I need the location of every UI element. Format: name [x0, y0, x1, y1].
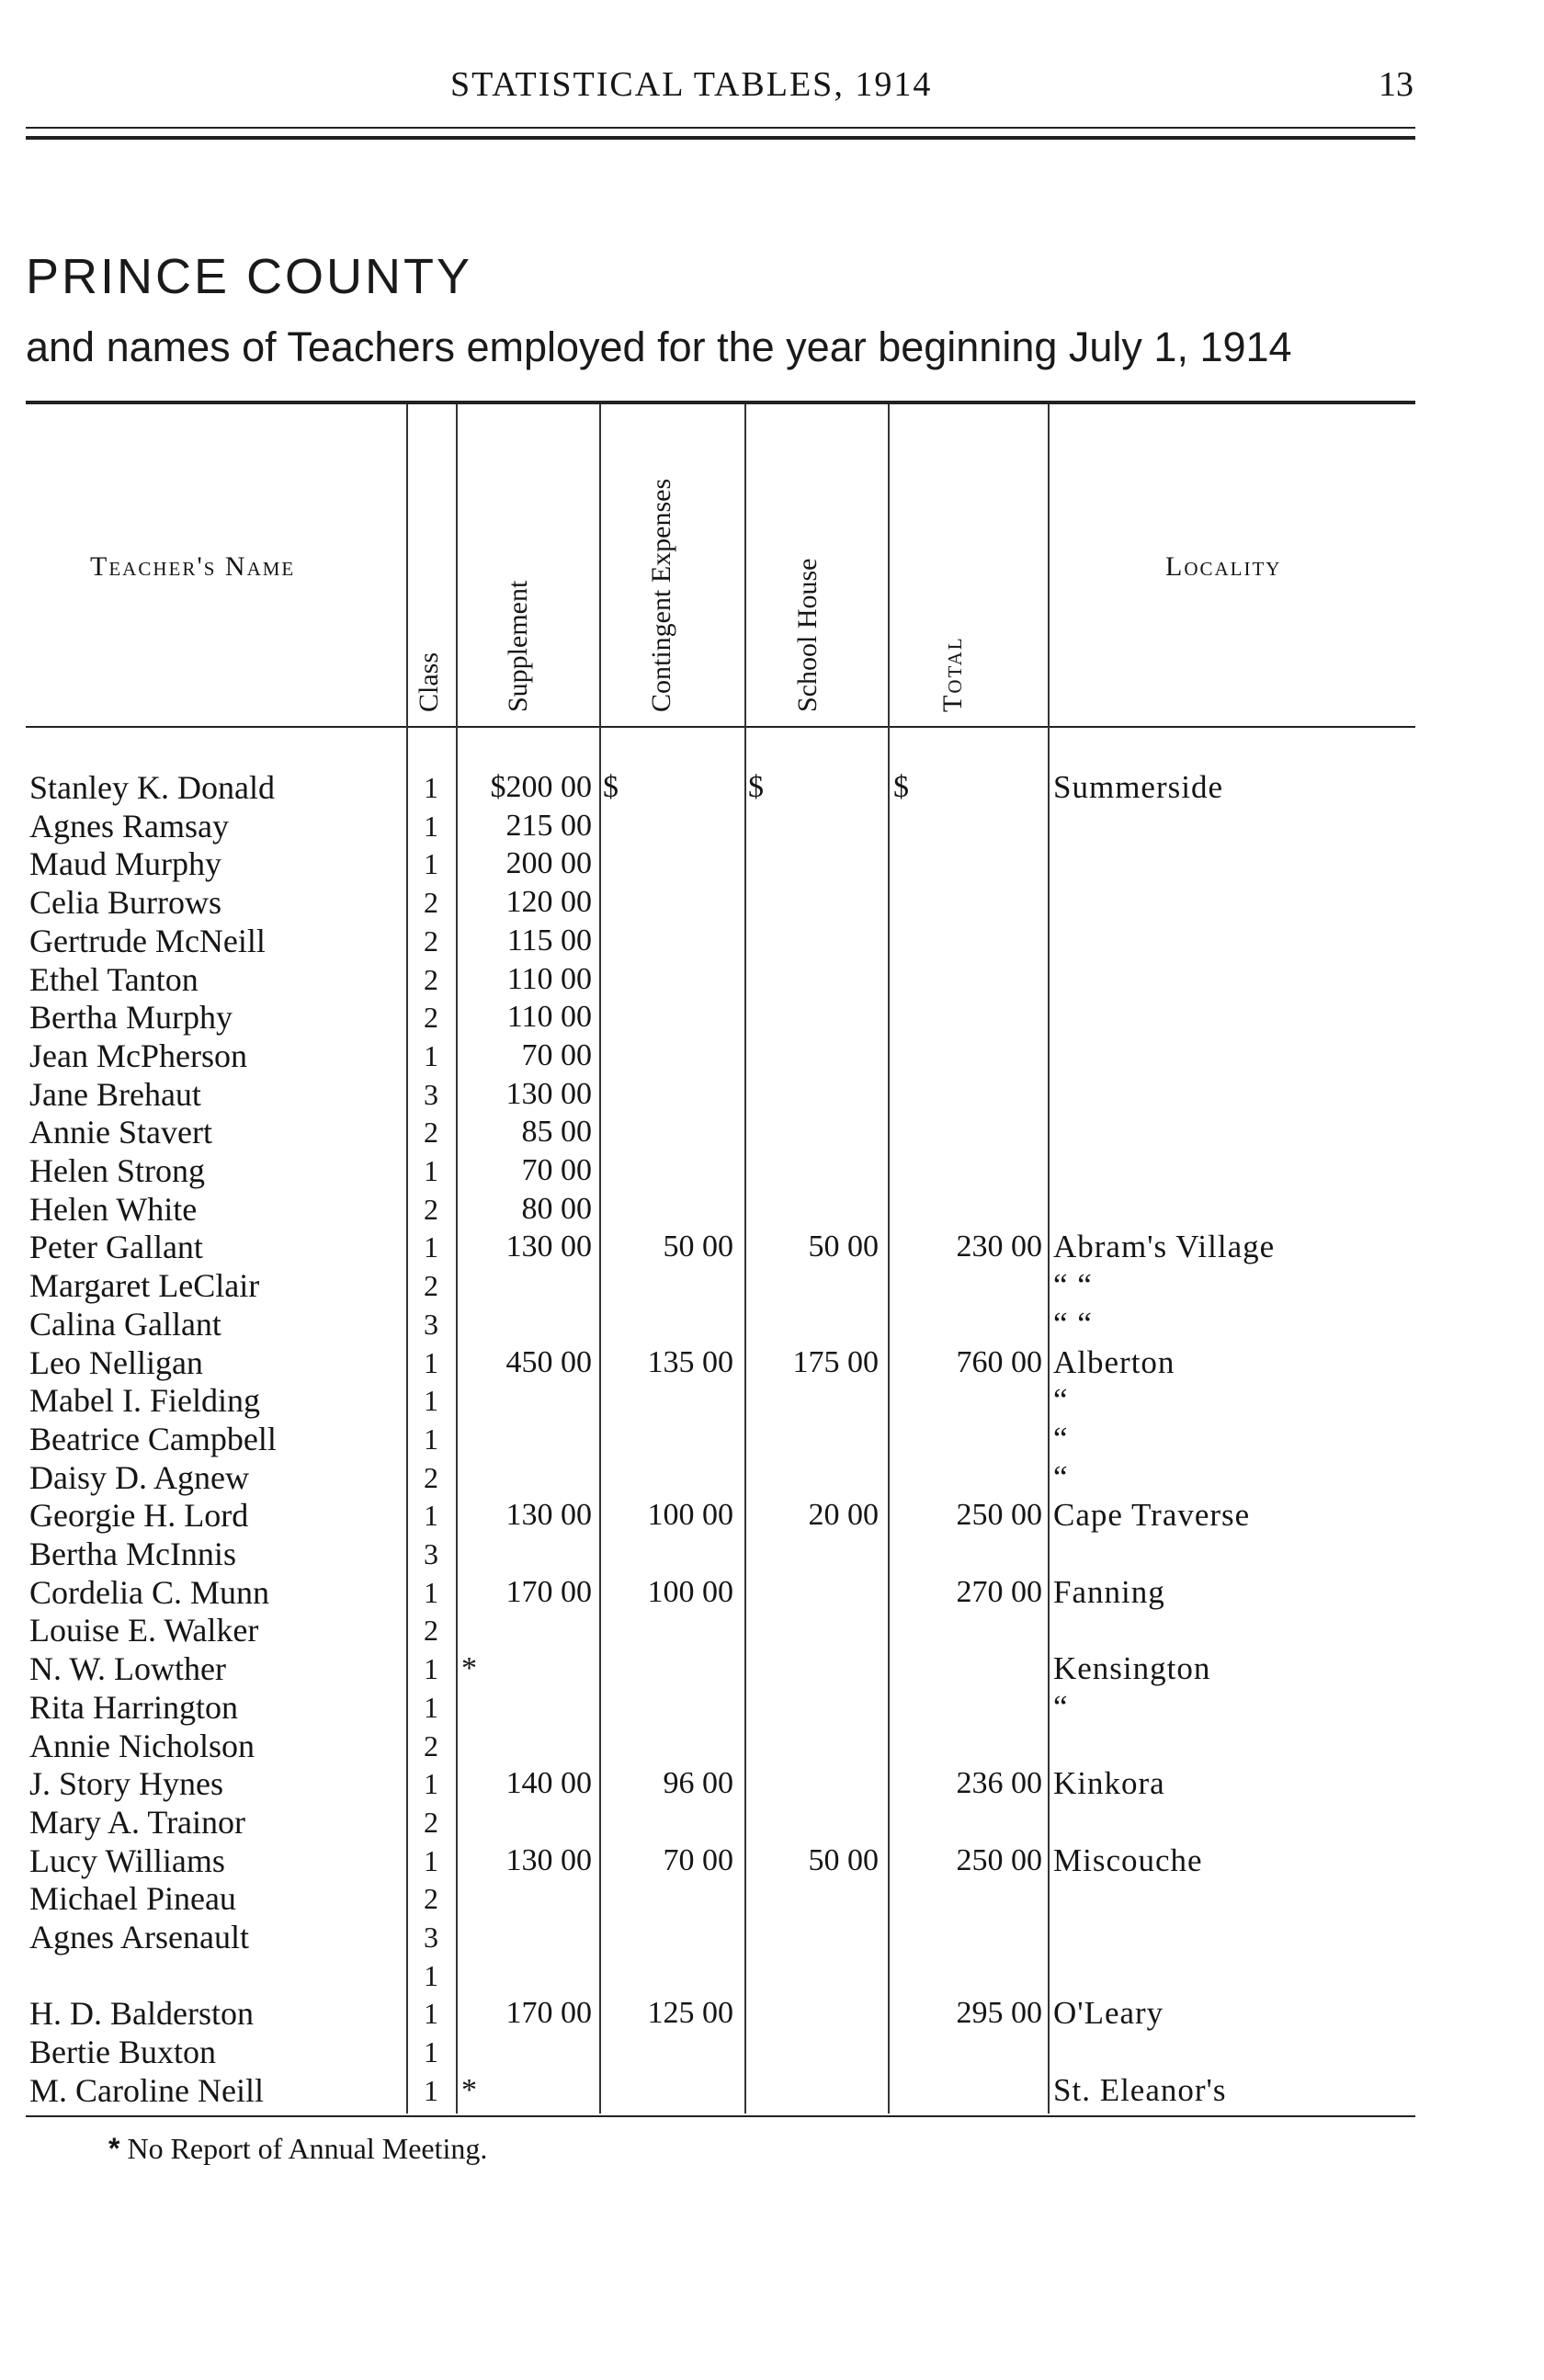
total-cell: 236 00 — [956, 1766, 1042, 1801]
teacher-name-cell: Helen Strong — [29, 1152, 205, 1189]
footnote-text: No Report of Annual Meeting. — [127, 2132, 488, 2165]
class-cell: 2 — [424, 924, 438, 958]
supplement-cell: 170 00 — [505, 1996, 592, 2031]
class-cell: 1 — [424, 1345, 438, 1379]
class-cell: 3 — [424, 1077, 438, 1111]
header-rule — [26, 127, 1415, 129]
table-top-rule — [26, 401, 1415, 404]
teacher-name-cell: Celia Burrows — [29, 884, 221, 922]
class-cell: 2 — [424, 886, 438, 920]
locality-cell: Cape Traverse — [1053, 1497, 1251, 1534]
table-row — [0, 1611, 1544, 1649]
class-cell: 2 — [424, 1728, 438, 1762]
total-cell: 295 00 — [956, 1996, 1042, 2031]
table-row — [0, 2071, 1544, 2110]
table-row — [0, 807, 1544, 845]
total-cell: 250 00 — [956, 1842, 1042, 1877]
teacher-name-cell: Bertha McInnis — [29, 1536, 236, 1572]
table-row — [0, 1266, 1544, 1305]
column-header-supplement: Supplement — [503, 580, 533, 712]
class-cell: 2 — [424, 1805, 438, 1839]
contingent-expenses-cell: 100 00 — [647, 1498, 733, 1533]
class-cell: 1 — [424, 1422, 438, 1456]
supplement-cell: 140 00 — [505, 1766, 592, 1801]
supplement-cell: 170 00 — [505, 1574, 592, 1609]
class-cell: 1 — [424, 1843, 438, 1877]
locality-cell: “ — [1053, 1688, 1069, 1725]
column-header-total: Total — [937, 636, 968, 712]
table-row — [0, 1918, 1544, 1956]
column-header-contingent-expenses: Contingent Expenses — [646, 478, 676, 712]
teacher-name-cell: Peter Gallant — [29, 1229, 203, 1266]
table-row — [0, 960, 1544, 999]
class-cell: 2 — [424, 962, 438, 996]
teacher-name-cell: H. D. Balderston — [29, 1995, 254, 2033]
table-row — [0, 1956, 1544, 1995]
table-row — [0, 1879, 1544, 1918]
page-title: PRINCE COUNTY — [26, 249, 473, 304]
locality-cell: Alberton — [1053, 1343, 1175, 1380]
locality-cell: “ — [1053, 1382, 1069, 1419]
locality-cell: “ “ — [1053, 1267, 1093, 1304]
total-cell: 270 00 — [956, 1574, 1042, 1609]
supplement-cell: 130 00 — [505, 1842, 592, 1877]
teacher-name-cell: Bertha Murphy — [29, 999, 233, 1037]
table-row — [0, 1075, 1544, 1114]
teacher-name-cell: Mary A. Trainor — [29, 1803, 246, 1841]
class-cell: 2 — [424, 1269, 438, 1303]
class-cell: 1 — [424, 1038, 438, 1072]
table-row — [0, 1535, 1544, 1573]
supplement-cell: $200 00 — [490, 770, 592, 804]
total-cell: 760 00 — [956, 1344, 1042, 1379]
teacher-name-cell: Cordelia C. Munn — [29, 1573, 269, 1611]
school-house-cell: 20 00 — [808, 1498, 879, 1533]
supplement-cell: 70 00 — [521, 1037, 592, 1072]
teacher-name-cell: Stanley K. Donald — [29, 769, 275, 806]
teacher-name-cell: Calina Gallant — [29, 1305, 221, 1343]
table-row — [0, 1994, 1544, 2033]
total-cell: 250 00 — [956, 1498, 1042, 1533]
supplement-cell: 200 00 — [505, 846, 592, 881]
school-house-cell: 175 00 — [792, 1344, 879, 1379]
contingent-expenses-cell: 50 00 — [663, 1230, 733, 1264]
teacher-name-cell: Agnes Arsenault — [29, 1919, 249, 1955]
header-bottom-rule — [26, 726, 1415, 728]
locality-cell: O'Leary — [1053, 1995, 1164, 2032]
table-row — [0, 1420, 1544, 1458]
page-subtitle: and names of Teachers employed for the year beginning July 1, 1914 — [26, 323, 1292, 370]
class-cell: 1 — [424, 1154, 438, 1187]
supplement-cell: 80 00 — [521, 1191, 592, 1226]
table-row — [0, 1151, 1544, 1190]
table-row — [0, 1649, 1544, 1688]
table-row — [0, 1381, 1544, 1420]
table-row — [0, 1458, 1544, 1497]
class-cell: 2 — [424, 1192, 438, 1226]
locality-cell: Abram's Village — [1053, 1229, 1276, 1265]
table-row — [0, 844, 1544, 883]
teacher-name-cell: Helen White — [29, 1190, 198, 1228]
class-cell: 1 — [424, 1997, 438, 2031]
no-report-mark: * — [461, 1651, 477, 1686]
column-header-locality: Locality — [1165, 551, 1282, 582]
column-header-teacher-name: Teacher's Name — [90, 551, 296, 582]
class-cell: 1 — [424, 1767, 438, 1801]
class-cell: 2 — [424, 1116, 438, 1150]
teacher-name-cell: J. Story Hynes — [29, 1765, 224, 1803]
class-cell: 2 — [424, 1001, 438, 1035]
supplement-cell: 450 00 — [505, 1344, 592, 1379]
class-cell: 1 — [424, 1652, 438, 1686]
supplement-cell: 215 00 — [505, 808, 592, 843]
class-cell: 2 — [424, 1882, 438, 1916]
class-cell: 3 — [424, 1307, 438, 1341]
locality-cell: Summerside — [1053, 769, 1223, 805]
school-house-cell: 50 00 — [808, 1230, 879, 1264]
locality-cell: Miscouche — [1053, 1842, 1203, 1878]
table-row — [0, 2033, 1544, 2071]
page-number: 13 — [1379, 65, 1413, 104]
class-cell: 2 — [424, 1614, 438, 1648]
table-row — [0, 998, 1544, 1037]
teacher-name-cell: Annie Nicholson — [29, 1727, 255, 1764]
teacher-name-cell: Daisy D. Agnew — [29, 1458, 249, 1496]
column-header-school-house: School House — [792, 558, 823, 712]
supplement-cell: 120 00 — [505, 885, 592, 920]
contingent-expenses-cell: 135 00 — [647, 1344, 733, 1379]
table-row — [0, 1343, 1544, 1382]
running-head — [0, 64, 1544, 110]
supplement-cell: 115 00 — [506, 923, 592, 958]
class-cell: 1 — [424, 1575, 438, 1609]
supplement-cell: 130 00 — [505, 1076, 592, 1111]
teacher-name-cell: Mabel I. Fielding — [29, 1382, 260, 1420]
contingent-expenses-cell: 125 00 — [647, 1996, 733, 2031]
footnote-star: * — [108, 2132, 120, 2165]
table-row — [0, 1842, 1544, 1880]
class-cell: 1 — [424, 1690, 438, 1724]
teacher-name-cell: Rita Harrington — [29, 1688, 238, 1726]
footnote — [108, 2132, 487, 2166]
supplement-cell: 85 00 — [521, 1115, 592, 1150]
table-row — [0, 1688, 1544, 1727]
supplement-cell: 110 00 — [506, 1000, 592, 1035]
table-row — [0, 1573, 1544, 1612]
class-cell: 2 — [424, 1460, 438, 1494]
contingent-expenses-cell: 70 00 — [663, 1842, 733, 1877]
locality-cell: “ “ — [1053, 1305, 1093, 1342]
school-house-cell: 50 00 — [808, 1842, 879, 1877]
table-row — [0, 1228, 1544, 1266]
class-cell: 1 — [424, 771, 438, 804]
class-cell: 1 — [424, 1230, 438, 1264]
table-row — [0, 1190, 1544, 1229]
contingent-expenses-cell: $ — [603, 770, 619, 804]
class-cell: 3 — [424, 1921, 438, 1954]
locality-cell: “ — [1053, 1458, 1069, 1495]
supplement-cell: 110 00 — [506, 961, 592, 996]
locality-cell: St. Eleanor's — [1053, 2071, 1227, 2108]
column-header-class: Class — [414, 652, 444, 712]
teacher-name-cell: Leo Nelligan — [29, 1343, 203, 1381]
table-row — [0, 1764, 1544, 1803]
total-cell: $ — [893, 770, 909, 804]
total-cell: 230 00 — [956, 1230, 1042, 1264]
table-row — [0, 1496, 1544, 1535]
class-cell: 1 — [424, 1958, 438, 1992]
supplement-cell: 130 00 — [505, 1230, 592, 1264]
contingent-expenses-cell: 100 00 — [647, 1574, 733, 1609]
class-cell: 1 — [424, 1499, 438, 1533]
teacher-name-cell: M. Caroline Neill — [29, 2071, 264, 2109]
table-row — [0, 1037, 1544, 1075]
locality-cell: Kinkora — [1053, 1765, 1165, 1802]
teacher-name-cell: Ethel Tanton — [29, 960, 199, 998]
contingent-expenses-cell: 96 00 — [663, 1766, 733, 1801]
teacher-name-cell: Michael Pineau — [29, 1880, 236, 1918]
locality-cell: Kensington — [1053, 1650, 1211, 1687]
teacher-name-cell: Maud Murphy — [29, 845, 221, 883]
table-row — [0, 883, 1544, 922]
teacher-name-cell: Louise E. Walker — [29, 1612, 259, 1649]
class-cell: 1 — [424, 809, 438, 843]
class-cell: 1 — [424, 1384, 438, 1418]
school-house-cell: $ — [748, 770, 764, 804]
class-cell: 3 — [424, 1537, 438, 1570]
class-cell: 1 — [424, 2073, 438, 2107]
supplement-cell: 130 00 — [505, 1498, 592, 1533]
teacher-name-cell: Bertie Buxton — [29, 2034, 216, 2071]
teacher-name-cell: Annie Stavert — [29, 1114, 212, 1151]
table-row — [0, 1803, 1544, 1842]
table-row — [0, 1113, 1544, 1151]
teacher-name-cell: Jane Brehaut — [29, 1075, 201, 1113]
teacher-name-cell: Lucy Williams — [29, 1842, 225, 1879]
table-row — [0, 1727, 1544, 1765]
supplement-cell: 70 00 — [521, 1153, 592, 1187]
teacher-name-cell: Georgie H. Lord — [29, 1497, 249, 1535]
teacher-name-cell: Agnes Ramsay — [29, 807, 229, 844]
table-bottom-rule — [26, 2115, 1415, 2117]
teacher-name-cell: Beatrice Campbell — [29, 1420, 277, 1457]
teacher-name-cell: Jean McPherson — [29, 1037, 247, 1074]
teacher-name-cell: N. W. Lowther — [29, 1650, 226, 1688]
no-report-mark: * — [461, 2072, 477, 2107]
running-title: STATISTICAL TABLES, 1914 — [450, 65, 933, 104]
table-row — [0, 768, 1544, 807]
table-row — [0, 922, 1544, 960]
class-cell: 1 — [424, 2035, 438, 2069]
header-rule-thick — [26, 136, 1415, 140]
teacher-name-cell: Margaret LeClair — [29, 1267, 260, 1305]
locality-cell: Fanning — [1053, 1573, 1165, 1610]
locality-cell: “ — [1053, 1420, 1069, 1456]
class-cell: 1 — [424, 847, 438, 881]
teacher-name-cell: Gertrude McNeill — [29, 922, 266, 959]
table-row — [0, 1305, 1544, 1343]
